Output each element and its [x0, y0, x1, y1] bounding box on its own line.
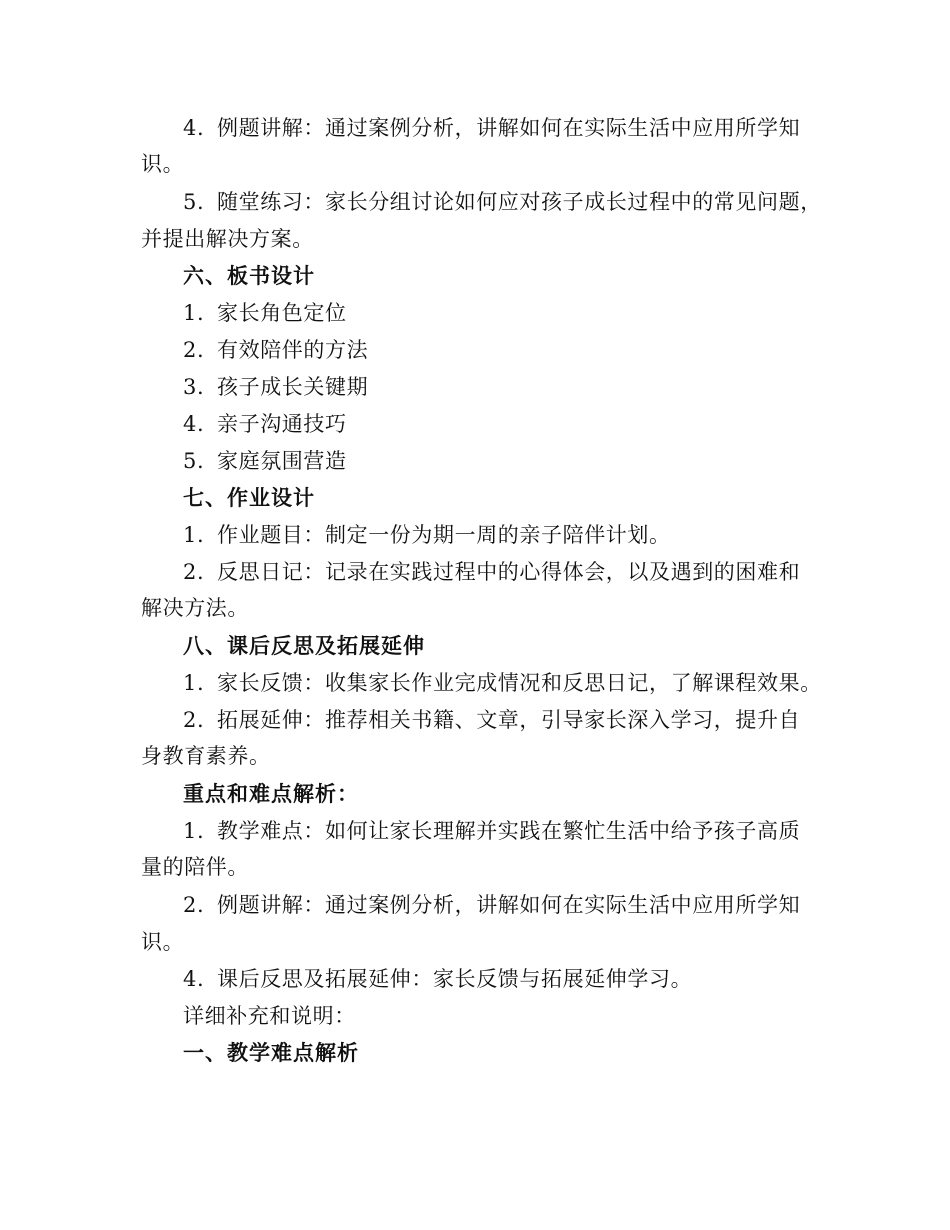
item-number: 1. — [183, 523, 205, 547]
list-item — [183, 336, 863, 364]
item-number: 4. — [183, 967, 205, 991]
list-item-text: 拓展延伸：推荐相关书籍、文章，引导家长深入学习，提升自 — [217, 708, 801, 732]
list-item — [183, 521, 863, 549]
list-item-text: 家长角色定位 — [217, 301, 347, 325]
list-item — [183, 669, 863, 697]
list-item-text: 家长反馈：收集家长作业完成情况和反思日记，了解课程效果。 — [217, 671, 822, 695]
section-heading: 重点和难点解析： — [183, 782, 359, 806]
list-item-text: 家庭氛围营造 — [217, 449, 347, 473]
list-item-text: 反思日记：记录在实践过程中的心得体会，以及遇到的困难和 — [217, 560, 801, 584]
list-item — [183, 410, 863, 438]
section-heading: 八、课后反思及拓展延伸 — [183, 634, 425, 658]
list-item — [183, 891, 863, 919]
item-number: 2. — [183, 893, 205, 917]
list-item — [183, 447, 863, 475]
paragraph-line: 身教育素养。 — [141, 744, 271, 768]
list-item — [183, 706, 863, 734]
list-item — [183, 965, 863, 993]
list-item-text: 亲子沟通技巧 — [217, 412, 347, 436]
list-item-text: 例题讲解：通过案例分析，讲解如何在实际生活中应用所学知 — [217, 893, 801, 917]
item-number: 1. — [183, 301, 205, 325]
paragraph-line: 解决方法。 — [141, 596, 249, 620]
list-item — [183, 558, 863, 586]
item-number: 1. — [183, 671, 205, 695]
section-heading: 六、板书设计 — [183, 264, 315, 288]
paragraph-line — [183, 188, 863, 216]
item-number: 5. — [183, 190, 205, 214]
list-item-text: 有效陪伴的方法 — [217, 338, 369, 362]
section-heading: 一、教学难点解析 — [183, 1041, 359, 1065]
item-number: 2. — [183, 338, 205, 362]
item-number: 3. — [183, 375, 205, 399]
paragraph-line — [183, 114, 863, 142]
paragraph-line: 详细补充和说明： — [183, 1004, 356, 1028]
list-item-text: 作业题目：制定一份为期一周的亲子陪伴计划。 — [217, 523, 671, 547]
paragraph-text: 例题讲解：通过案例分析，讲解如何在实际生活中应用所学知 — [217, 116, 801, 140]
item-number: 2. — [183, 560, 205, 584]
list-item — [183, 299, 863, 327]
list-item — [183, 373, 863, 401]
section-heading: 七、作业设计 — [183, 486, 315, 510]
list-item-text: 孩子成长关键期 — [217, 375, 369, 399]
list-item-text: 教学难点：如何让家长理解并实践在繁忙生活中给予孩子高质 — [217, 819, 801, 843]
list-item — [183, 817, 863, 845]
paragraph-line: 量的陪伴。 — [141, 855, 249, 879]
paragraph-line: 识。 — [141, 930, 185, 954]
paragraph-line: 识。 — [141, 152, 185, 176]
item-number: 2. — [183, 708, 205, 732]
item-number: 4. — [183, 116, 205, 140]
list-item-text: 课后反思及拓展延伸：家长反馈与拓展延伸学习。 — [217, 967, 693, 991]
item-number: 4. — [183, 412, 205, 436]
paragraph-line: 并提出解决方案。 — [141, 227, 314, 251]
item-number: 5. — [183, 449, 205, 473]
paragraph-text: 随堂练习：家长分组讨论如何应对孩子成长过程中的常见问题， — [217, 190, 822, 214]
item-number: 1. — [183, 819, 205, 843]
